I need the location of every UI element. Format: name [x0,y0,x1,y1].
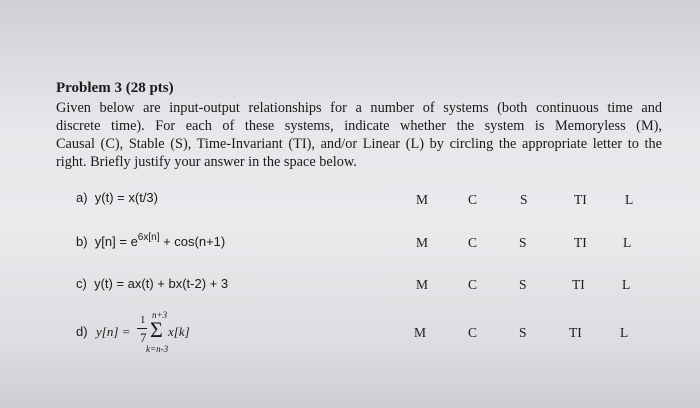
option-l[interactable]: L [625,192,634,207]
option-ti[interactable]: TI [569,325,582,340]
option-s[interactable]: S [519,277,527,292]
item-label: d) [76,324,88,339]
item-label: c) [76,276,87,291]
fraction-denominator: 7 [140,330,147,345]
option-m[interactable]: M [416,235,429,250]
option-l[interactable]: L [620,325,629,340]
option-s[interactable]: S [519,325,527,340]
option-c[interactable]: C [468,235,478,250]
equation-c [76,276,228,291]
option-m[interactable]: M [414,325,427,340]
option-s[interactable]: S [520,192,528,207]
sum-lower-limit: k=n-3 [146,344,169,354]
equation-a [76,190,158,205]
equation-exponent: 6x[n] [137,232,160,243]
option-l[interactable]: L [623,235,632,250]
fraction-numerator: 1 [140,314,146,326]
system-row-b [0,232,700,256]
problem-description [56,99,662,171]
description-line: right. Briefly justify your answer in the space below. [56,154,357,170]
option-ti[interactable]: TI [574,235,587,250]
item-label: a) [76,190,88,205]
option-ti[interactable]: TI [572,277,585,292]
system-row-a [0,190,700,214]
equation-lhs: y[n] = e [94,234,138,249]
option-c[interactable]: C [468,325,478,340]
description-line: discrete time). For each of these systems, indicate whether the system is Memoryless (M), [56,118,662,134]
option-c[interactable]: C [468,192,478,207]
option-l[interactable]: L [622,277,631,292]
equation-text: y(t) = x(t/3) [94,190,158,205]
description-line: Given below are input-output relationships for a number of systems (both continuous time and [56,100,662,116]
system-row-c [0,276,700,300]
equation-lhs: y[n] = [96,324,131,339]
sigma-symbol: Σ [150,317,163,342]
option-m[interactable]: M [416,277,429,292]
description-line: Causal (C), Stable (S), Time-Invariant (TI), and/or Linear (L) by circling the appropriate letter to the [56,136,662,152]
equation-text: y(t) = ax(t) + bx(t-2) + 3 [94,276,229,291]
problem-title: Problem 3 (28 pts) [56,80,174,96]
option-c[interactable]: C [468,277,478,292]
equation-b [76,232,225,249]
equation-rest: + cos(n+1) [159,234,226,249]
system-row-d [0,323,700,347]
option-m[interactable]: M [416,192,429,207]
sum-term: x[k] [168,324,190,339]
item-label: b) [76,234,88,249]
option-ti[interactable]: TI [574,192,587,207]
option-s[interactable]: S [519,235,527,250]
sum-upper-limit: n+3 [152,310,168,320]
